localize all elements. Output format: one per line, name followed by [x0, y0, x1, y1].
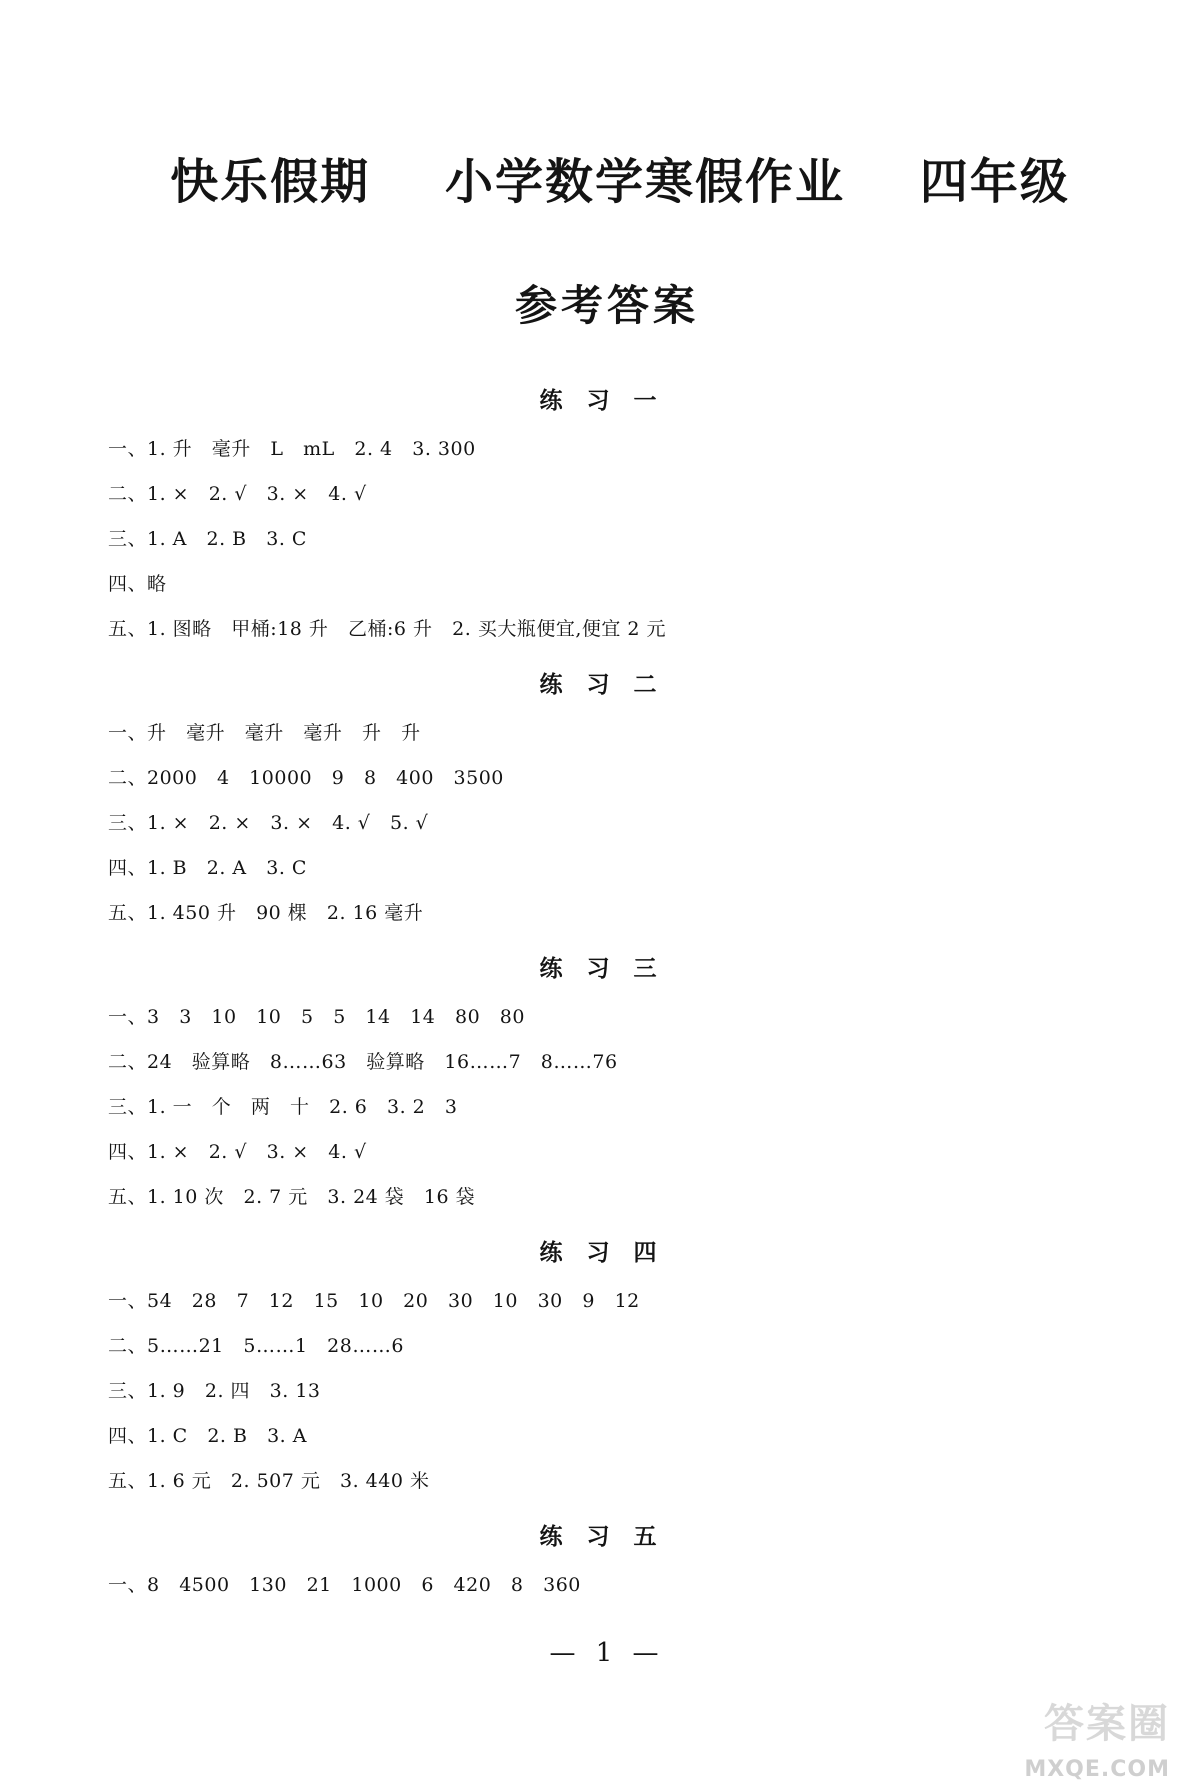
section-title-1: 练习一 [539, 387, 681, 414]
answer-line: 二、2000 4 10000 9 8 400 3500 [108, 767, 504, 789]
watermark-url: MXQE.COM [1024, 1757, 1170, 1782]
answer-line: 五、1. 图略 甲桶:18 升 乙桶:6 升 2. 买大瓶便宜,便宜 2 元 [108, 618, 667, 640]
answer-line: 三、1. 9 2. 四 3. 13 [108, 1380, 321, 1402]
section-title-5: 练习五 [539, 1523, 681, 1550]
answer-line: 三、1. 一 个 两 十 2. 6 3. 2 3 [108, 1096, 458, 1118]
answer-line: 五、1. 10 次 2. 7 元 3. 24 袋 16 袋 [108, 1186, 476, 1208]
page-number: — 1 — [549, 1638, 665, 1668]
answer-line: 一、升 毫升 毫升 毫升 升 升 [108, 722, 421, 744]
answer-line: 一、3 3 10 10 5 5 14 14 80 80 [108, 1006, 525, 1028]
watermark-logo: 答案圈 [1044, 1701, 1170, 1747]
answer-line: 五、1. 6 元 2. 507 元 3. 440 米 [108, 1470, 430, 1492]
document-title: 快乐假期 小学数学寒假作业 四年级 [170, 154, 1070, 210]
answer-line: 三、1. × 2. × 3. × 4. √ 5. √ [108, 812, 429, 834]
answer-line: 二、5……21 5……1 28……6 [108, 1335, 404, 1357]
answer-line: 五、1. 450 升 90 棵 2. 16 毫升 [108, 902, 424, 924]
answer-line: 二、1. × 2. √ 3. × 4. √ [108, 483, 367, 505]
answer-line: 一、54 28 7 12 15 10 20 30 10 30 9 12 [108, 1290, 640, 1312]
answer-line: 二、24 验算略 8……63 验算略 16……7 8……76 [108, 1051, 618, 1073]
document-subtitle: 参考答案 [514, 281, 699, 330]
answer-line: 四、1. B 2. A 3. C [108, 857, 307, 879]
answer-line: 四、1. C 2. B 3. A [108, 1425, 307, 1447]
answer-line: 四、1. × 2. √ 3. × 4. √ [108, 1141, 367, 1163]
section-title-3: 练习三 [539, 955, 681, 982]
answer-line: 四、略 [108, 573, 167, 595]
section-title-2: 练习二 [539, 671, 681, 698]
answer-line: 一、1. 升 毫升 L mL 2. 4 3. 300 [108, 438, 476, 460]
answer-line: 三、1. A 2. B 3. C [108, 528, 307, 550]
answer-line: 一、8 4500 130 21 1000 6 420 8 360 [108, 1574, 581, 1596]
section-title-4: 练习四 [539, 1239, 681, 1266]
watermark [990, 1696, 1170, 1784]
